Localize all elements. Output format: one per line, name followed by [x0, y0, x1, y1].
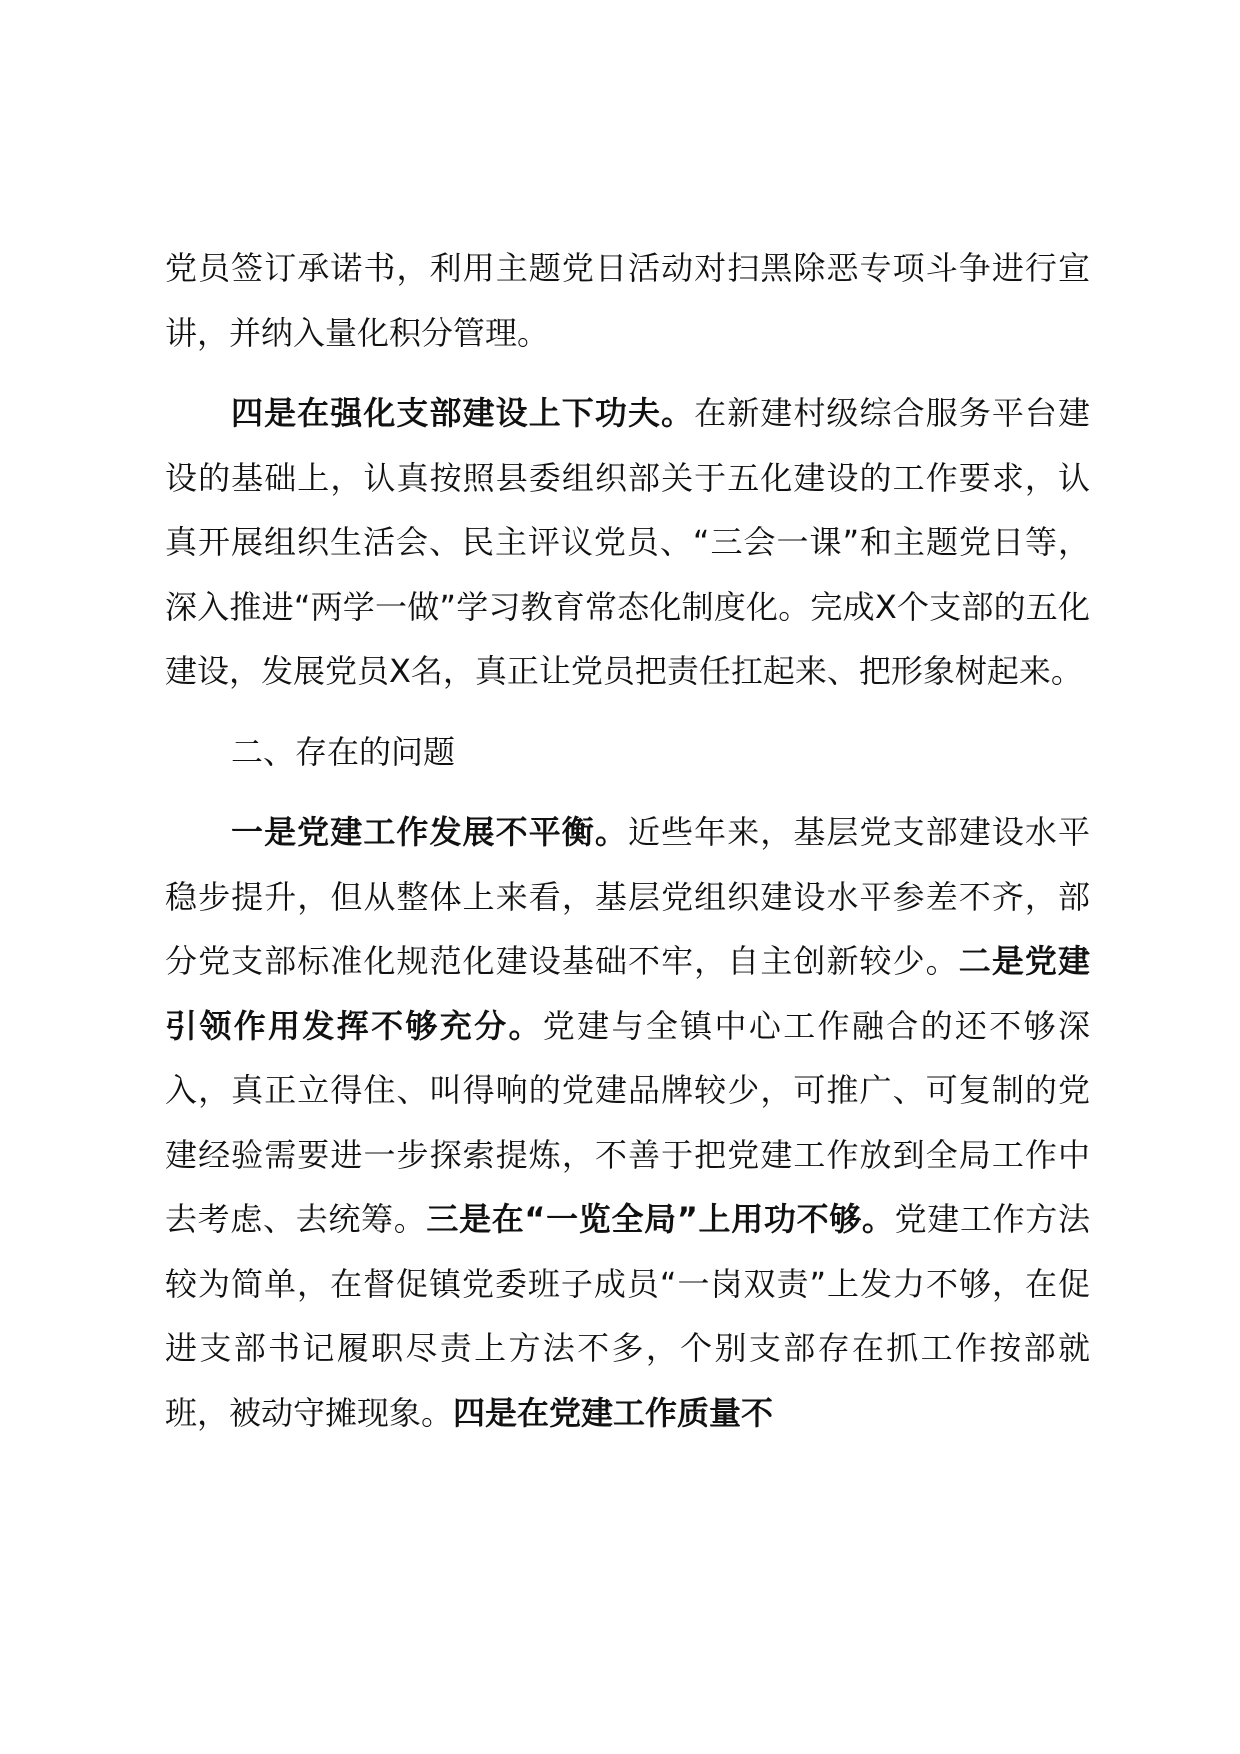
paragraph-text: 近些年来，基层党支部建设水平稳步提升，但从整体上来看，基层党组织建设水平参差不齐，部分党支部标准化规范化建设基础不牢，自主创新较少。 [165, 813, 1090, 980]
paragraph-heading: 一是党建工作发展不平衡。 [231, 813, 628, 851]
paragraph-heading: 四是在党建工作质量不 [453, 1393, 774, 1432]
paragraph-text: 党建工作方法较为简单，在督促镇党委班子成员“一岗双责”上发力不够，在促进支部书记履职尽责上方法不多，个别支部存在抓工作按部就班，被动守摊现象。 [165, 1200, 1090, 1432]
paragraph-text: 党建与全镇中心工作融合的还不够深入，真正立得住、叫得响的党建品牌较少，可推广、可复制的党建经验需要进一步探索提炼，不善于把党建工作放到全局工作中去考虑、去统筹。 [165, 1006, 1090, 1238]
section-heading-text: 二、存在的问题 [231, 732, 456, 771]
paragraph-continuation [165, 236, 1090, 365]
paragraph-problems [165, 800, 1090, 1445]
paragraph-heading: 三是在“一览全局”上用功不够。 [426, 1200, 895, 1238]
paragraph-heading: 二是党建引领作用发挥不够充分。 [165, 942, 1090, 1045]
paragraph-branch-building [165, 381, 1090, 704]
paragraph-text: 在新建村级综合服务平台建设的基础上，认真按照县委组织部关于五化建设的工作要求，认真开展组织生活会、民主评议党员、“三会一课”和主题党日等，深入推进“两学一做”学习教育常态化制度化。完成X个支部的五化建设，发展党员X名，真正让党员把责任扛起来、把形象树起来。 [165, 394, 1090, 690]
document-page [165, 236, 1090, 1445]
paragraph-heading: 四是在强化支部建设上下功夫。 [231, 394, 695, 432]
paragraph-text: 党员签订承诺书，利用主题党日活动对扫黑除恶专项斗争进行宣讲，并纳入量化积分管理。 [165, 249, 1090, 352]
section-heading [165, 720, 1090, 785]
